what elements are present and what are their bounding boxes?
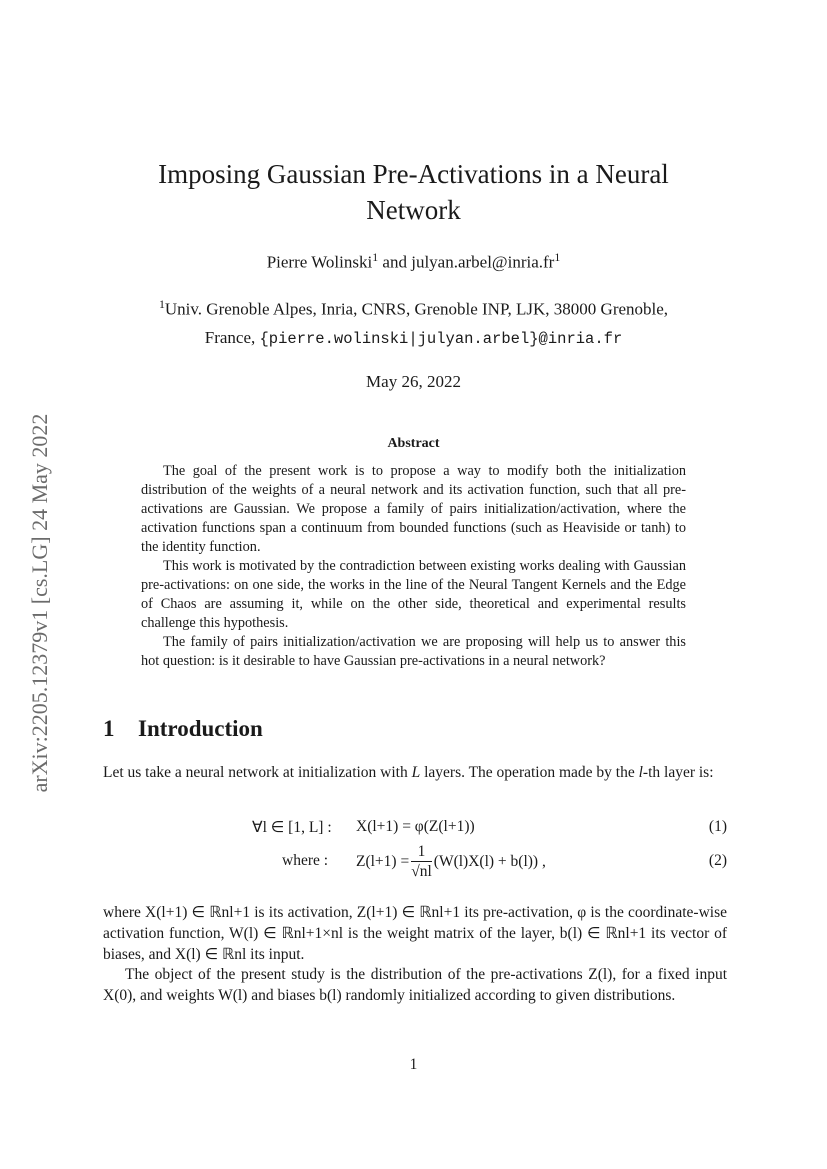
section-title: Introduction — [138, 716, 263, 741]
equation-2-lhs: where : — [282, 852, 329, 869]
page-number: 1 — [409, 1056, 418, 1073]
paper-title — [0, 156, 827, 228]
affiliation-line-1 — [0, 290, 827, 324]
intro-paragraph — [103, 762, 727, 783]
equation-1-number: (1) — [708, 818, 727, 835]
arxiv-sidebar-stamp: arXiv:2205.12379v1 [cs.LG] 24 May 2022 — [27, 413, 52, 793]
equation-2-rhs — [356, 842, 546, 882]
abstract-paragraph-2: This work is motivated by the contradiction between existing works dealing with Gaussian pre-activations: on one side, the works in the line of the Neural Tangent Kernels and the Edge of Chaos are assuming it, while on the other side, theoretical and experimental results challenge this hypothesis. — [141, 558, 686, 631]
equation-1-lhs: ∀l ∈ [1, L] : — [252, 819, 332, 836]
intro-var-L: L — [411, 764, 421, 781]
section-heading-introduction — [103, 716, 263, 742]
object-text: The object of the present study is the distribution of the pre-activations Z(l), for a fixed input X(0), and weights W(l) and biases b(l) randomly initialized according to given distributions. — [103, 966, 727, 1004]
equation-1-rhs: X(l+1) = φ(Z(l+1)) — [356, 818, 475, 835]
intro-var-l: l — [638, 764, 643, 781]
fraction-denominator: √nl — [411, 862, 432, 880]
author-conjunction: and — [378, 252, 412, 272]
author-1: Pierre Wolinski — [266, 252, 373, 272]
abstract-paragraph-3: The family of pairs initialization/activation we are proposing will help us to answer this hot question: is it desirable to have Gaussian pre-activations in a neural network? — [141, 634, 686, 669]
author-2: julyan.arbel@inria.fr — [411, 252, 555, 272]
equation-2-rest: (W(l)X(l) + b(l)) , — [433, 853, 546, 870]
equation-2-number: (2) — [708, 852, 727, 869]
title-line-1: Imposing Gaussian Pre-Activations in a Neural — [158, 159, 669, 189]
fraction-numerator: 1 — [411, 843, 432, 862]
affiliation-emails: {pierre.wolinski|julyan.arbel}@inria.fr — [259, 329, 623, 348]
intro-text-a: Let us take a neural network at initialization with — [103, 764, 412, 781]
definitions-paragraph — [103, 902, 727, 965]
paper-date: May 26, 2022 — [366, 372, 461, 391]
affiliation-mark: 1 — [158, 297, 165, 311]
author-2-mark: 1 — [554, 250, 561, 264]
intro-text — [103, 762, 727, 783]
equation-2-z: Z(l+1) = — [356, 853, 410, 870]
intro-text-c: -th layer is: — [642, 764, 714, 781]
object-paragraph — [103, 964, 727, 1006]
author-1-mark: 1 — [372, 250, 379, 264]
definitions-text: where X(l+1) ∈ ℝnl+1 is its activation, Z(l+1) ∈ ℝnl+1 its pre-activation, φ is the coordinate-wise activation function, W(l) ∈ ℝnl+1×nl is the weight matrix of the layer, b(l) ∈ ℝnl+1 its vector of biases, and X(l) ∈ ℝnl its input. — [103, 904, 727, 963]
equation-2-fraction — [411, 843, 432, 882]
abstract-paragraph-1: The goal of the present work is to propose a way to modify both the initialization distribution of the weights of a neural network and its activation function, such that all pre-activations are Gaussian. We propose a family of pairs initialization/activation, where the activation functions span a continuum from bounded functions (such as Heaviside or tanh) to the identity function. — [141, 463, 686, 555]
abstract-body — [141, 462, 686, 671]
section-number: 1 — [103, 716, 115, 741]
affiliation — [0, 290, 827, 353]
author-line — [0, 250, 827, 273]
abstract-heading: Abstract — [387, 436, 440, 451]
title-line-2: Network — [366, 195, 461, 225]
affiliation-country: France, — [204, 327, 260, 347]
intro-text-b: layers. The operation made by the — [420, 764, 639, 781]
affiliation-line-2 — [0, 324, 827, 353]
affiliation-text: Univ. Grenoble Alpes, Inria, CNRS, Grenoble INP, LJK, 38000 Grenoble, — [164, 299, 669, 319]
